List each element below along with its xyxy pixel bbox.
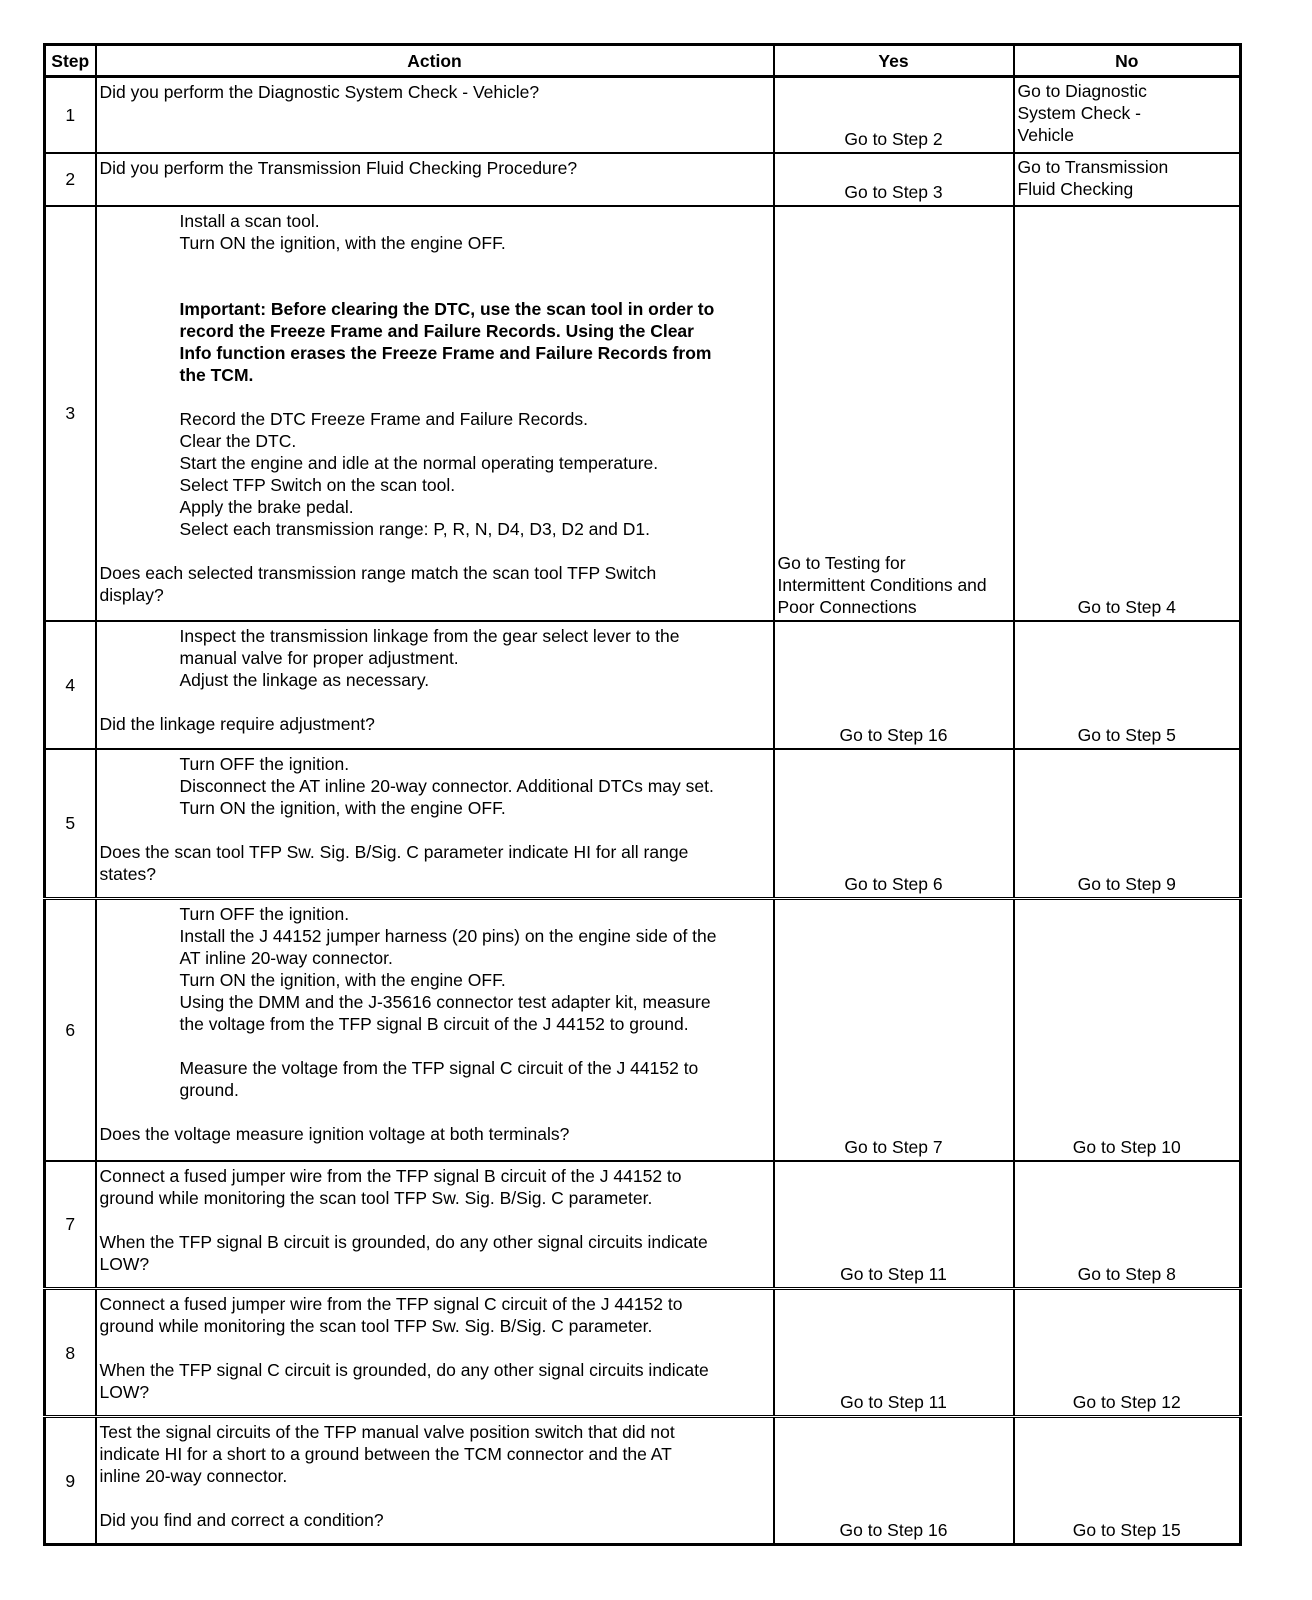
instruction-line: indicate HI for a short to a ground between the TCM connector and the AT <box>99 1444 672 1464</box>
header-row <box>45 45 1241 77</box>
instruction-line: Install a scan tool. <box>179 210 320 231</box>
no-line: Vehicle <box>1017 125 1074 145</box>
instruction-line: Turn ON the ignition, with the engine OFF. <box>179 970 506 990</box>
header-no: No <box>1014 45 1241 77</box>
action-cell <box>96 206 774 621</box>
action-cell <box>96 1161 774 1289</box>
action-cell <box>96 749 774 899</box>
instruction-line: Inspect the transmission linkage from the gear select lever to the <box>179 625 680 646</box>
no-line: Go to Diagnostic <box>1017 81 1147 101</box>
instruction-line: Using the DMM and the J-35616 connector test adapter kit, measure <box>179 992 711 1012</box>
instruction-line: ground. <box>179 1080 239 1100</box>
step-number: 5 <box>45 749 96 899</box>
table-row-step-2 <box>45 153 1241 206</box>
important-note-line: the TCM. <box>179 364 254 385</box>
question-line: LOW? <box>99 1253 150 1274</box>
action-cell <box>96 153 774 206</box>
no-line: Go to Transmission <box>1017 156 1169 177</box>
question-line: LOW? <box>99 1382 150 1402</box>
instruction-line: AT inline 20-way connector. <box>179 948 393 968</box>
important-note-line: Info function erases the Freeze Frame and Failure Records from <box>179 342 712 363</box>
header-step: Step <box>45 45 96 77</box>
table-row-step-4 <box>45 621 1241 749</box>
important-note-line: Important: Before clearing the DTC, use the scan tool in order to <box>179 298 715 319</box>
table-row-step-5 <box>45 749 1241 899</box>
yes-cell: Go to Step 11 <box>774 1161 1014 1289</box>
step-number: 3 <box>45 206 96 621</box>
diagnostic-table-page <box>43 43 1239 1546</box>
table-row-step-8 <box>45 1289 1241 1417</box>
question-line: Did the linkage require adjustment? <box>99 713 375 734</box>
yes-cell: Go to Step 16 <box>774 621 1014 749</box>
instruction-line: Measure the voltage from the TFP signal C circuit of the J 44152 to <box>179 1058 699 1078</box>
question-line: Does each selected transmission range match the scan tool TFP Switch <box>99 562 657 583</box>
instruction-line: ground while monitoring the scan tool TFP Sw. Sig. B/Sig. C parameter. <box>99 1316 653 1336</box>
no-cell <box>1014 77 1241 153</box>
no-line: Fluid Checking <box>1017 178 1134 199</box>
step-number: 2 <box>45 153 96 206</box>
table-row-step-6 <box>45 899 1241 1161</box>
instruction-line: Test the signal circuits of the TFP manual valve position switch that did not <box>99 1422 675 1442</box>
instruction-line: Turn OFF the ignition. <box>179 904 350 924</box>
step-number: 7 <box>45 1161 96 1289</box>
yes-cell: Go to Step 2 <box>774 77 1014 153</box>
question-text: Did you perform the Transmission Fluid Checking Procedure? <box>99 157 578 178</box>
no-cell <box>1014 153 1241 206</box>
table-row-step-7 <box>45 1161 1241 1289</box>
instruction-line: Start the engine and idle at the normal operating temperature. <box>179 452 659 473</box>
instruction-line: Connect a fused jumper wire from the TFP signal B circuit of the J 44152 to <box>99 1165 682 1186</box>
no-cell: Go to Step 9 <box>1014 749 1241 899</box>
no-cell: Go to Step 8 <box>1014 1161 1241 1289</box>
instruction-line: the voltage from the TFP signal B circuit of the J 44152 to ground. <box>179 1014 689 1034</box>
no-cell: Go to Step 10 <box>1014 899 1241 1161</box>
yes-cell: Go to Step 6 <box>774 749 1014 899</box>
instruction-line: ground while monitoring the scan tool TFP Sw. Sig. B/Sig. C parameter. <box>99 1187 653 1208</box>
question-text: Did you perform the Diagnostic System Check - Vehicle? <box>99 82 540 102</box>
instruction-line: Connect a fused jumper wire from the TFP signal C circuit of the J 44152 to <box>99 1294 683 1314</box>
step-number: 9 <box>45 1417 96 1545</box>
instruction-line: Turn ON the ignition, with the engine OFF. <box>179 232 506 253</box>
table-row-step-1 <box>45 77 1241 153</box>
yes-cell: Go to Step 11 <box>774 1289 1014 1417</box>
header-yes: Yes <box>774 45 1014 77</box>
step-number: 8 <box>45 1289 96 1417</box>
no-cell: Go to Step 12 <box>1014 1289 1241 1417</box>
question-line: states? <box>99 863 156 884</box>
question-line: display? <box>99 584 164 605</box>
yes-cell: Go to Step 3 <box>774 153 1014 206</box>
instruction-line: inline 20-way connector. <box>99 1466 288 1486</box>
step-number: 1 <box>45 77 96 153</box>
no-cell: Go to Step 15 <box>1014 1417 1241 1545</box>
instruction-line: Adjust the linkage as necessary. <box>179 669 430 690</box>
important-note-line: record the Freeze Frame and Failure Records. Using the Clear <box>179 320 694 341</box>
instruction-line: Turn ON the ignition, with the engine OFF. <box>179 797 506 818</box>
table-row-step-9 <box>45 1417 1241 1545</box>
diagnostic-table <box>43 43 1242 1546</box>
instruction-line: Install the J 44152 jumper harness (20 pins) on the engine side of the <box>179 926 717 946</box>
instruction-line: manual valve for proper adjustment. <box>179 647 459 668</box>
question-line: Does the voltage measure ignition voltage at both terminals? <box>99 1124 570 1144</box>
yes-line: Intermittent Conditions and <box>777 574 987 595</box>
instruction-line: Select each transmission range: P, R, N, D4, D3, D2 and D1. <box>179 518 650 539</box>
action-cell <box>96 1289 774 1417</box>
action-cell <box>96 621 774 749</box>
yes-line: Go to Testing for <box>777 552 906 573</box>
no-cell: Go to Step 4 <box>1014 206 1241 621</box>
yes-line: Poor Connections <box>777 596 917 617</box>
action-cell <box>96 899 774 1161</box>
question-line: Does the scan tool TFP Sw. Sig. B/Sig. C parameter indicate HI for all range <box>99 841 689 862</box>
question-line: When the TFP signal B circuit is grounded, do any other signal circuits indicate <box>99 1231 708 1252</box>
instruction-line: Clear the DTC. <box>179 430 297 451</box>
step-number: 6 <box>45 899 96 1161</box>
instruction-line: Disconnect the AT inline 20-way connector. Additional DTCs may set. <box>179 775 714 796</box>
step-number: 4 <box>45 621 96 749</box>
question-line: When the TFP signal C circuit is grounded, do any other signal circuits indicate <box>99 1360 709 1380</box>
no-cell: Go to Step 5 <box>1014 621 1241 749</box>
instruction-line: Apply the brake pedal. <box>179 496 354 517</box>
question-line: Did you find and correct a condition? <box>99 1510 384 1530</box>
yes-cell: Go to Step 16 <box>774 1417 1014 1545</box>
no-line: System Check - <box>1017 103 1141 123</box>
action-cell <box>96 1417 774 1545</box>
action-cell <box>96 77 774 153</box>
instruction-line: Record the DTC Freeze Frame and Failure Records. <box>179 408 588 429</box>
instruction-line: Turn OFF the ignition. <box>179 753 350 774</box>
instruction-line: Select TFP Switch on the scan tool. <box>179 474 456 495</box>
header-action: Action <box>96 45 774 77</box>
table-row-step-3 <box>45 206 1241 621</box>
yes-cell: Go to Step 7 <box>774 899 1014 1161</box>
yes-cell <box>774 206 1014 621</box>
